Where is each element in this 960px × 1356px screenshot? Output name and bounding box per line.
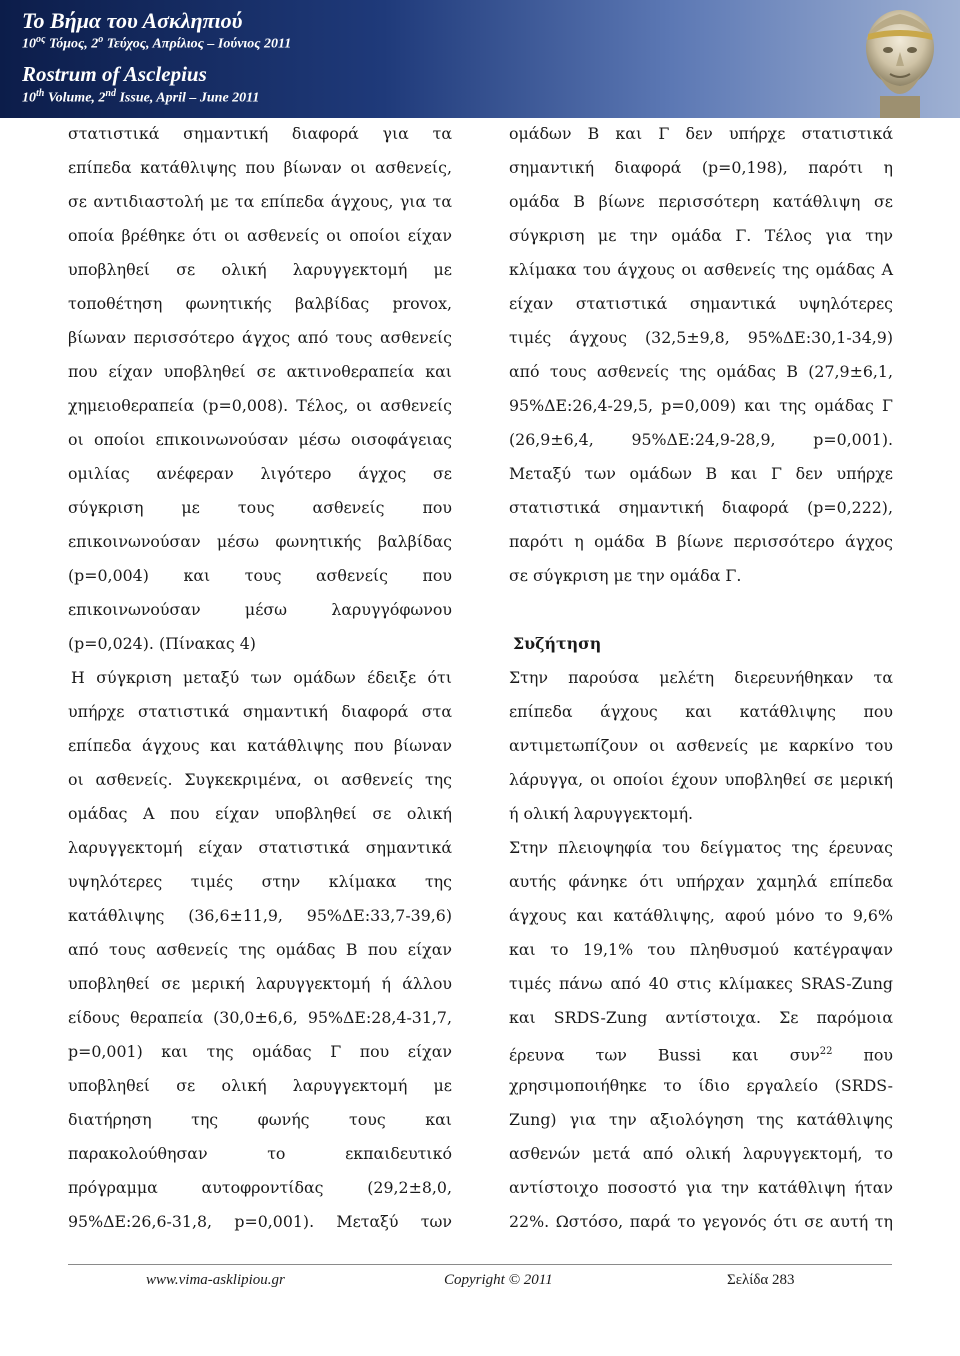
text-line: 22%. Ωστόσο, παρά το γεγονός ότι σε αυτή τη: [509, 1212, 893, 1231]
text-line: χημειοθεραπεία (p=0,008). Τέλος, οι ασθενείς: [68, 396, 452, 415]
text-line: ομάδας Α που είχαν υποβληθεί σε ολική: [68, 804, 452, 823]
journal-english-title: Rostrum of Asclepius: [22, 62, 207, 86]
text-line: Zung) για την αξιολόγηση της κατάθλιψης: [509, 1110, 893, 1129]
text-line: παρακολούθησαν το εκπαιδευτικό: [68, 1144, 452, 1163]
text-line: υποβληθεί σε ολική λαρυγγεκτομή με: [68, 260, 452, 279]
text-line: οποία βρέθηκε ότι οι ασθενείς οι οποίοι είχαν: [68, 226, 452, 245]
text-line: τιμές άγχους (32,5±9,8, 95%ΔΕ:30,1-34,9): [509, 328, 893, 347]
text-line: άγχους και κατάθλιψης, αφού μόνο το 9,6%: [509, 906, 893, 925]
journal-header: [0, 0, 960, 118]
text-line: επικοινωνούσαν μέσω φωνητικής βαλβίδας: [68, 532, 452, 551]
text-line: Στην παρούσα μελέτη διερευνήθηκαν τα: [509, 668, 893, 687]
text-line: κλίμακα του άγχους οι ασθενείς της ομάδας Α: [509, 260, 893, 279]
text-line: που είχαν υποβληθεί σε ακτινοθεραπεία και: [68, 362, 452, 381]
text-line: παρότι η ομάδα Β βίωνε περισσότερο άγχος: [509, 532, 893, 551]
text-line: 95%ΔΕ:26,6-31,8, p=0,001). Μεταξύ των: [68, 1212, 452, 1231]
text-line: Στην πλειοψηφία του δείγματος της έρευνας: [509, 838, 893, 857]
text-line: αυτής φάνηκε ότι υπήρχαν χαμηλά επίπεδα: [509, 872, 893, 891]
text-line: στατιστικά σημαντική διαφορά για τα: [68, 124, 452, 143]
text-line: (26,9±6,4, 95%ΔΕ:24,9-28,9, p=0,001).: [509, 430, 893, 449]
text-line: κατάθλιψης (36,6±11,9, 95%ΔΕ:33,7-39,6): [68, 906, 452, 925]
journal-greek-issue: $10^{o\varsigma}$ Τόμος, $2^o$ Τεύχος, Απρίλιος – Ιούνιος 2011: [22, 34, 292, 52]
text-line: (p=0,024). (Πίνακας 4): [68, 634, 256, 653]
blank-line: [509, 598, 893, 632]
left-text-column: [68, 122, 452, 1244]
text-line: σημαντική διαφορά (p=0,198), παρότι η: [509, 158, 893, 177]
text-line: λαρυγγεκτομή είχαν στατιστικά σημαντικά: [68, 838, 452, 857]
text-line: επίπεδα κατάθλιψης που βίωναν οι ασθενείς,: [68, 158, 452, 177]
footer-divider: [68, 1264, 892, 1265]
text-line: επικοινωνούσαν μέσω λαρυγγόφωνου: [68, 600, 452, 619]
text-line: τιμές πάνω από 40 στις κλίμακες SRAS-Zung: [509, 974, 893, 993]
text-line: και το 19,1% του πληθυσμού κατέγραψαν: [509, 940, 893, 959]
text-line: ομάδα Β βίωνε περισσότερη κατάθλιψη σε: [509, 192, 893, 211]
text-line: σύγκριση με τους ασθενείς που: [68, 498, 452, 517]
text-line: p=0,001) και της ομάδας Γ που είχαν: [68, 1042, 452, 1061]
text-line: επίπεδα άγχους και κατάθλιψης που: [509, 702, 893, 721]
text-line: (p=0,004) και τους ασθενείς που: [68, 566, 452, 585]
text-line: οι οποίοι επικοινωνούσαν μέσω οισοφάγειας: [68, 430, 452, 449]
text-line: τοποθέτηση φωνητικής βαλβίδας provox,: [68, 294, 452, 313]
text-line: 95%ΔΕ:26,4-29,5, p=0,009) και της ομάδας Γ: [509, 396, 893, 415]
text-line: σε σύγκριση με την ομάδα Γ.: [509, 566, 742, 585]
text-line-with-reference: έρευνα των Bussi και συν$^{22}$ που: [509, 1045, 893, 1065]
text-line: ασθενών μετά από ολική λαρυγγεκτομή, το: [509, 1144, 893, 1163]
text-line: υποβληθεί σε ολική λαρυγγεκτομή με: [68, 1076, 452, 1095]
right-text-column: [509, 122, 893, 1244]
footer-website-link[interactable]: www.vima-asklipiou.gr: [146, 1272, 285, 1288]
text-line: οι ασθενείς. Συγκεκριμένα, οι ασθενείς της: [68, 770, 452, 789]
text-line: χρησιμοποιήθηκε το ίδιο εργαλείο (SRDS-: [509, 1076, 893, 1095]
section-heading: Συζήτηση: [513, 634, 602, 653]
text-line: αντιμετωπίζουν οι ασθενείς με καρκίνο του: [509, 736, 893, 755]
text-line: ή ολική λαρυγγεκτομή.: [509, 804, 694, 823]
text-line: στατιστικά σημαντική διαφορά (p=0,222),: [509, 498, 893, 517]
asclepius-bust-icon: [846, 0, 954, 118]
journal-greek-title: Το Βήμα του Ασκληπιού: [22, 8, 243, 33]
text-line: από τους ασθενείς της ομάδας Β (27,9±6,1,: [509, 362, 893, 381]
text-line: από τους ασθενείς της ομάδας Β που είχαν: [68, 940, 452, 959]
text-line: υψηλότερες τιμές στην κλίμακα της: [68, 872, 452, 891]
text-line: αντίστοιχο ποσοστό για την κατάθλιψη ήταν: [509, 1178, 893, 1197]
text-line: Η σύγκριση μεταξύ των ομάδων έδειξε ότι: [71, 668, 452, 687]
text-line: Μεταξύ των ομάδων Β και Γ δεν υπήρχε: [509, 464, 893, 483]
text-line: επίπεδα άγχους και κατάθλιψης που βίωναν: [68, 736, 452, 755]
text-line: είδους θεραπεία (30,0±6,6, 95%ΔΕ:28,4-31,7,: [68, 1008, 452, 1027]
text-line: διατήρηση της φωνής τους και: [68, 1110, 452, 1129]
footer-copyright: Copyright © 2011: [444, 1272, 553, 1288]
text-line: και SRDS-Zung αντίστοιχα. Σε παρόμοια: [509, 1008, 893, 1027]
text-line: σε αντιδιαστολή με τα επίπεδα άγχους, για τα: [68, 192, 452, 211]
text-line: είχαν στατιστικά σημαντικά υψηλότερες: [509, 294, 893, 313]
text-line: πρόγραμμα αυτοφροντίδας (29,2±8,0,: [68, 1178, 452, 1197]
text-line: βίωναν περισσότερο άγχος από τους ασθενείς: [68, 328, 452, 347]
text-line: ομιλίας ανέφεραν λιγότερο άγχος σε: [68, 464, 452, 483]
reference-number: 22: [819, 1046, 833, 1057]
text-line: σύγκριση με την ομάδα Γ. Τέλος για την: [509, 226, 893, 245]
text-line: ομάδων Β και Γ δεν υπήρχε στατιστικά: [509, 124, 893, 143]
text-line: υποβληθεί σε μερική λαρυγγεκτομή ή άλλου: [68, 974, 452, 993]
text-line: υπήρχε στατιστικά σημαντική διαφορά στα: [68, 702, 452, 721]
footer-page-number: Σελίδα 283: [727, 1272, 795, 1288]
text-line: λάρυγγα, οι οποίοι έχουν υποβληθεί σε μερική: [509, 770, 893, 789]
journal-english-issue: 10th Volume, 2nd Issue, April – June 2011: [22, 88, 260, 106]
